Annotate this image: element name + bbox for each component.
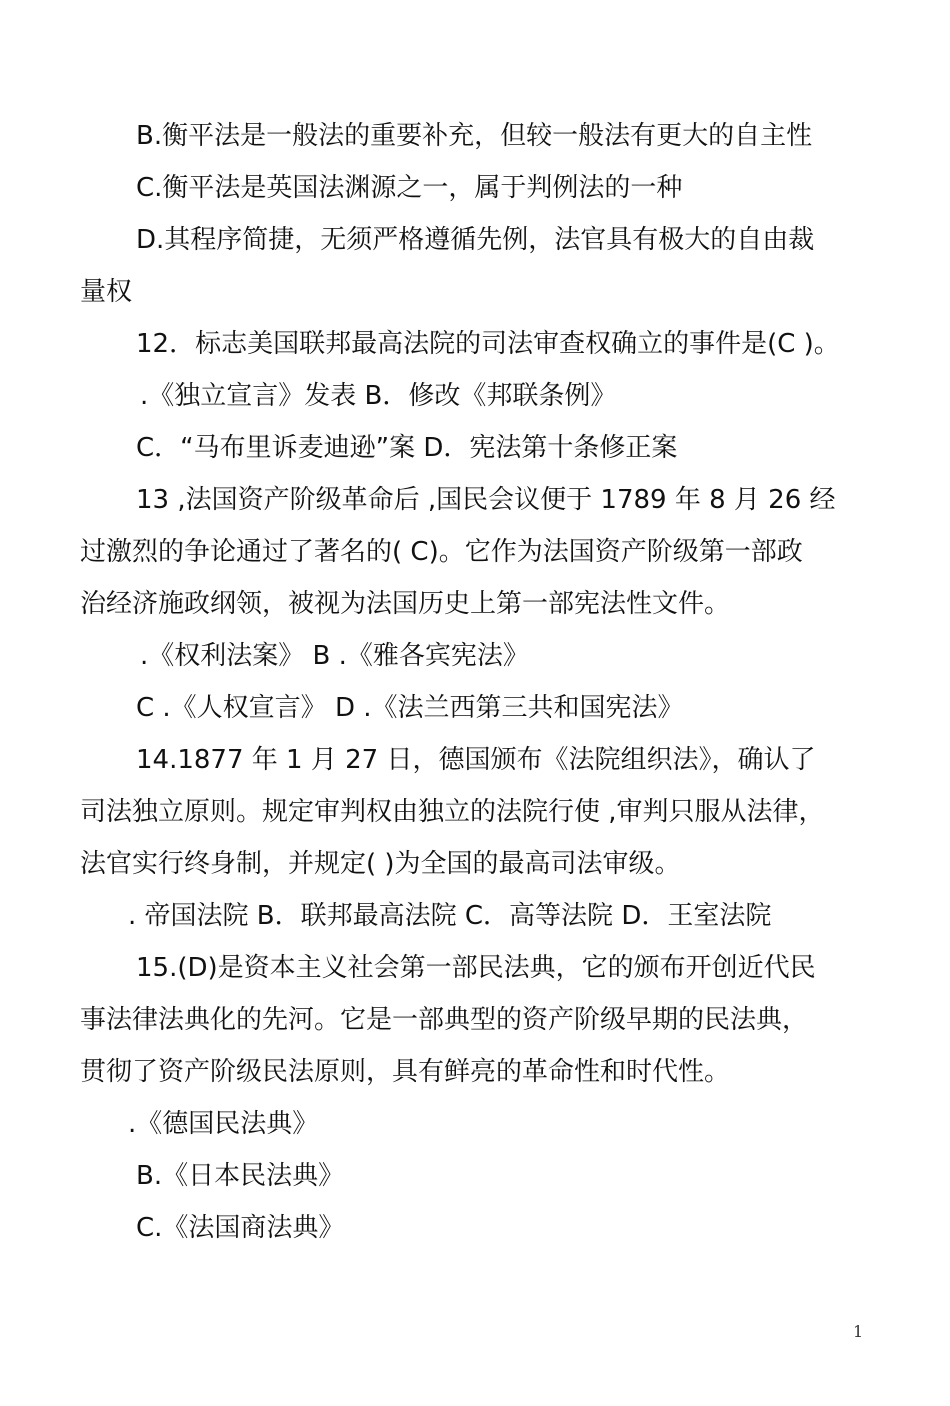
question-12-options-a-b: .《独立宣言》发表 B．修改《邦联条例》 — [140, 381, 617, 411]
question-15-option-a: .《德国民法典》 — [128, 1109, 319, 1139]
question-13: 13 ,法国资产阶级革命后 ,国民会议便于 1789 年 8 月 26 经 — [136, 485, 836, 515]
text-line: C.衡平法是英国法渊源之一，属于判例法的一种 — [136, 173, 683, 203]
text-line: B.衡平法是一般法的重要补充，但较一般法有更大的自主性 — [136, 121, 813, 151]
page-number: 1 — [853, 1322, 864, 1341]
question-12: 12．标志美国联邦最高法院的司法审查权确立的事件是(C )。 — [136, 329, 840, 359]
question-13-options-a-b: .《权利法案》 B .《雅各宾宪法》 — [140, 641, 529, 671]
text-line: 事法律法典化的先河。它是一部典型的资产阶级早期的民法典， — [80, 1005, 809, 1035]
text-line: 贯彻了资产阶级民法原则，具有鲜亮的革命性和时代性。 — [80, 1057, 731, 1087]
text-line: D.其程序简捷，无须严格遵循先例，法官具有极大的自由裁 — [136, 225, 815, 255]
text-line: 过激烈的争论通过了著名的( C)。它作为法国资产阶级第一部政 — [80, 537, 803, 567]
question-15-option-c: C.《法国商法典》 — [136, 1213, 345, 1243]
question-14-options: . 帝国法院 B．联邦最高法院 C．高等法院 D．王室法院 — [128, 901, 772, 931]
text-line: 量权 — [80, 277, 133, 307]
text-line: 司法独立原则。规定审判权由独立的法院行使 ,审判只服从法律， — [80, 797, 825, 827]
document-body — [80, 110, 880, 1254]
text-line: 法官实行终身制，并规定( )为全国的最高司法审级。 — [80, 849, 681, 879]
question-13-options-c-d: C .《人权宣言》 D .《法兰西第三共和国宪法》 — [136, 693, 684, 723]
text-line: 治经济施政纲领，被视为法国历史上第一部宪法性文件。 — [80, 589, 731, 619]
question-15: 15.(D)是资本主义社会第一部民法典，它的颁布开创近代民 — [136, 953, 816, 983]
question-14: 14.1877 年 1 月 27 日，德国颁布《法院组织法》，确认了 — [136, 745, 816, 775]
question-12-options-c-d: C．“马布里诉麦迪逊”案 D．宪法第十条修正案 — [136, 433, 678, 463]
question-15-option-b: B.《日本民法典》 — [136, 1161, 345, 1191]
